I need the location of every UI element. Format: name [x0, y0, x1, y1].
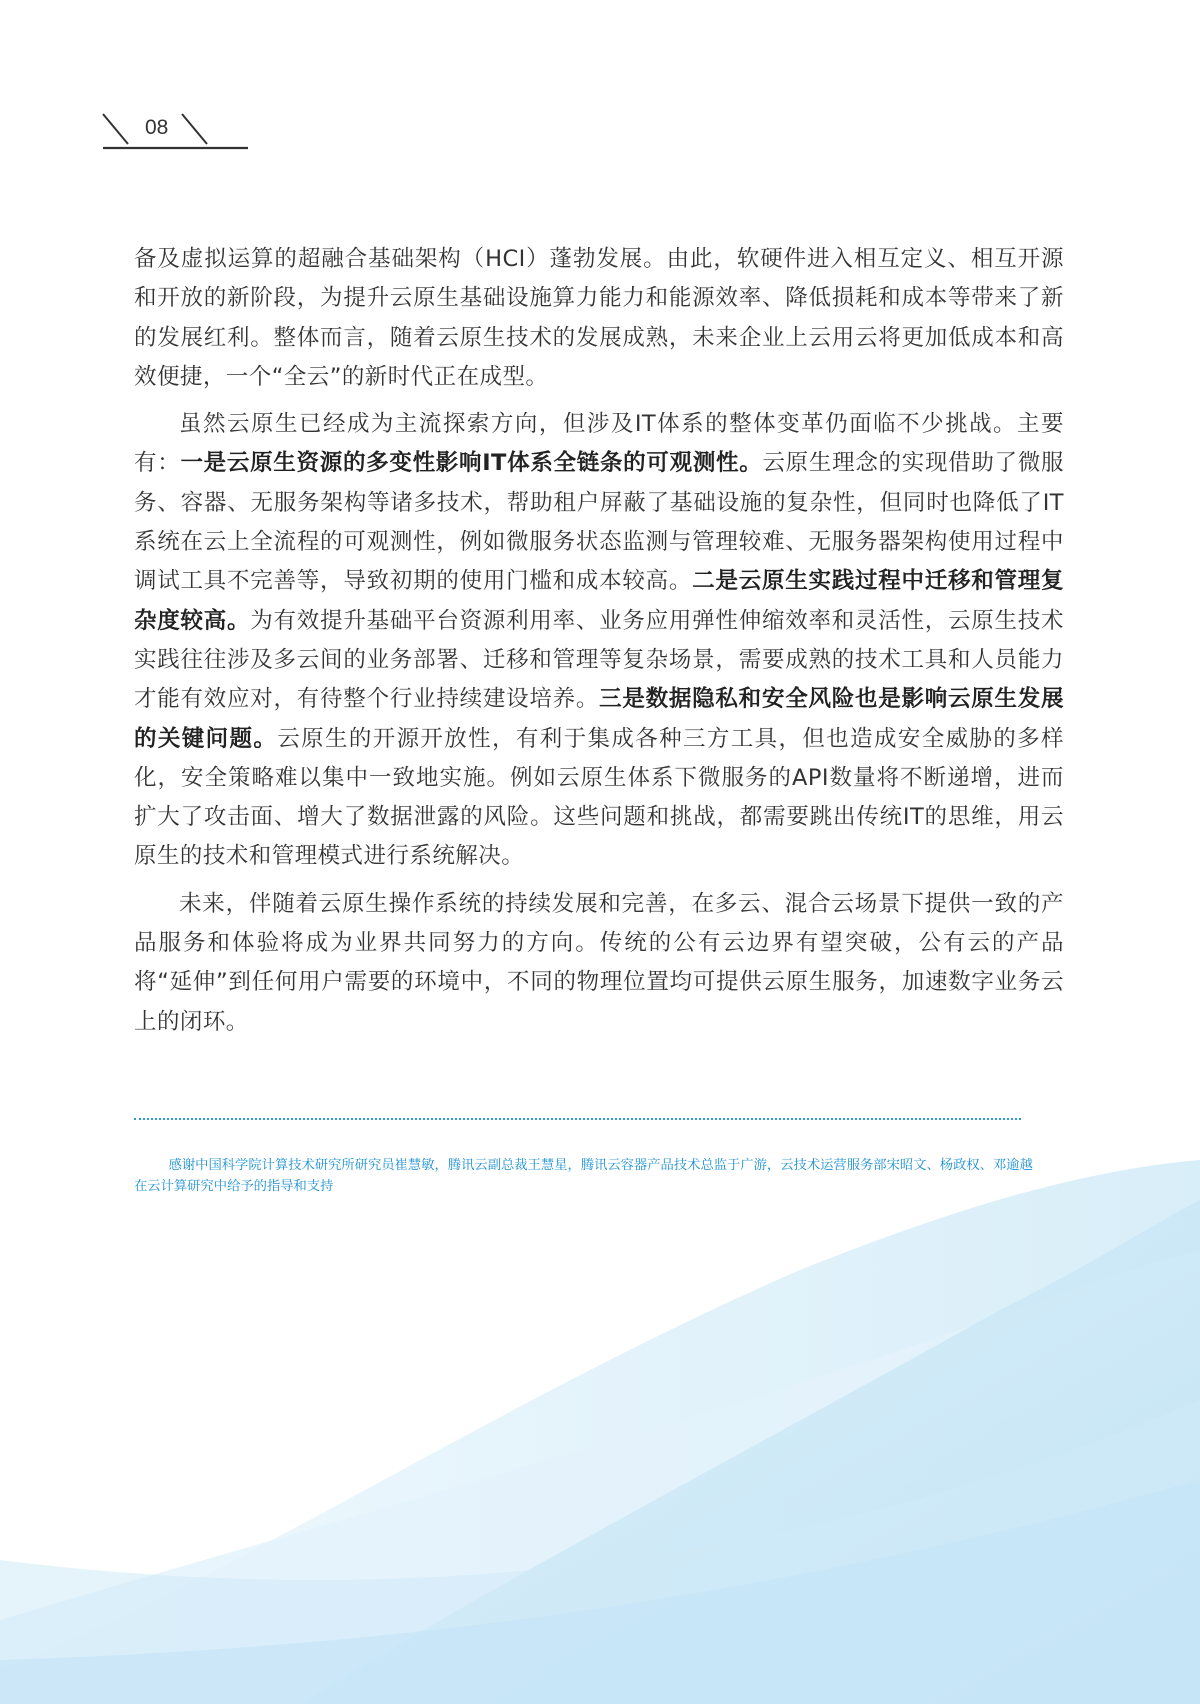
page-number-decoration — [100, 108, 250, 152]
paragraph-2-point-1-heading: 一是云原生资源的多变性影响IT体系全链条的可观测性。 — [180, 450, 763, 477]
paragraph-2-point-2-heading: 二是云原生实践过程中迁移和管理复杂度较高。 — [134, 568, 1064, 634]
paragraph-2-point-2-text: 为有效提升基础平台资源利用率、业务应用弹性伸缩效率和灵活性，云原生技术实践往往涉及多云间的业务部署、迁移和管理等复杂场景，需要成熟的技术工具和人员能力才能有效应对，有待整个行业持续建设培养。 — [134, 607, 1064, 713]
paragraph-2-point-3-heading: 三是数据隐私和安全风险也是影响云原生发展的关键问题。 — [134, 686, 1064, 752]
footnote-divider — [134, 1118, 1021, 1120]
paragraph-2-intro: 虽然云原生已经成为主流探索方向，但涉及IT体系的整体变革仍面临不少挑战。主要有： — [134, 411, 1064, 477]
page-number: 08 — [145, 116, 169, 139]
footnote: 感谢中国科学院计算技术研究所研究员崔慧敏，腾讯云副总裁王慧星，腾讯云容器产品技术总监于广游，云技术运营服务部宋昭文、杨政权、邓逾越在云计算研究中给予的指导和支持 — [134, 1158, 1033, 1194]
background-waves — [0, 1150, 1200, 1704]
paragraph-3: 未来，伴随着云原生操作系统的持续发展和完善，在多云、混合云场景下提供一致的产品服务和体验将成为业界共同努力的方向。传统的公有云边界有望突破，公有云的产品将“延伸”到任何用户需要的环境中，不同的物理位置均可提供云原生服务，加速数字业务云上的闭环。 — [134, 890, 1064, 1035]
paragraph-2-point-1-text: 云原生理念的实现借助了微服务、容器、无服务架构等诸多技术，帮助租户屏蔽了基础设施的复杂性，但同时也降低了IT系统在云上全流程的可观测性，例如微服务状态监测与管理较难、无服务器架构使用过程中调试工具不完善等，导致初期的使用门槛和成本较高。 — [134, 450, 1064, 595]
paragraph-2-point-3-text: 云原生的开源开放性，有利于集成各种三方工具，但也造成安全威胁的多样化，安全策略难以集中一致地实施。例如云原生体系下微服务的API数量将不断递增，进而扩大了攻击面、增大了数据泄露的风险。这些问题和挑战，都需要跳出传统IT的思维，用云原生的技术和管理模式进行系统解决。 — [134, 725, 1064, 870]
paragraph-1: 备及虚拟运算的超融合基础架构（HCI）蓬勃发展。由此，软硬件进入相互定义、相互开源和开放的新阶段，为提升云原生基础设施算力能力和能源效率、降低损耗和成本等带来了新的发展红利。整体而言，随着云原生技术的发展成熟，未来企业上云用云将更加低成本和高效便捷，一个“全云”的新时代正在成型。 — [134, 246, 1064, 390]
page-number-block — [100, 108, 250, 152]
body-text — [134, 240, 1064, 1050]
paragraph-2 — [134, 405, 1064, 877]
